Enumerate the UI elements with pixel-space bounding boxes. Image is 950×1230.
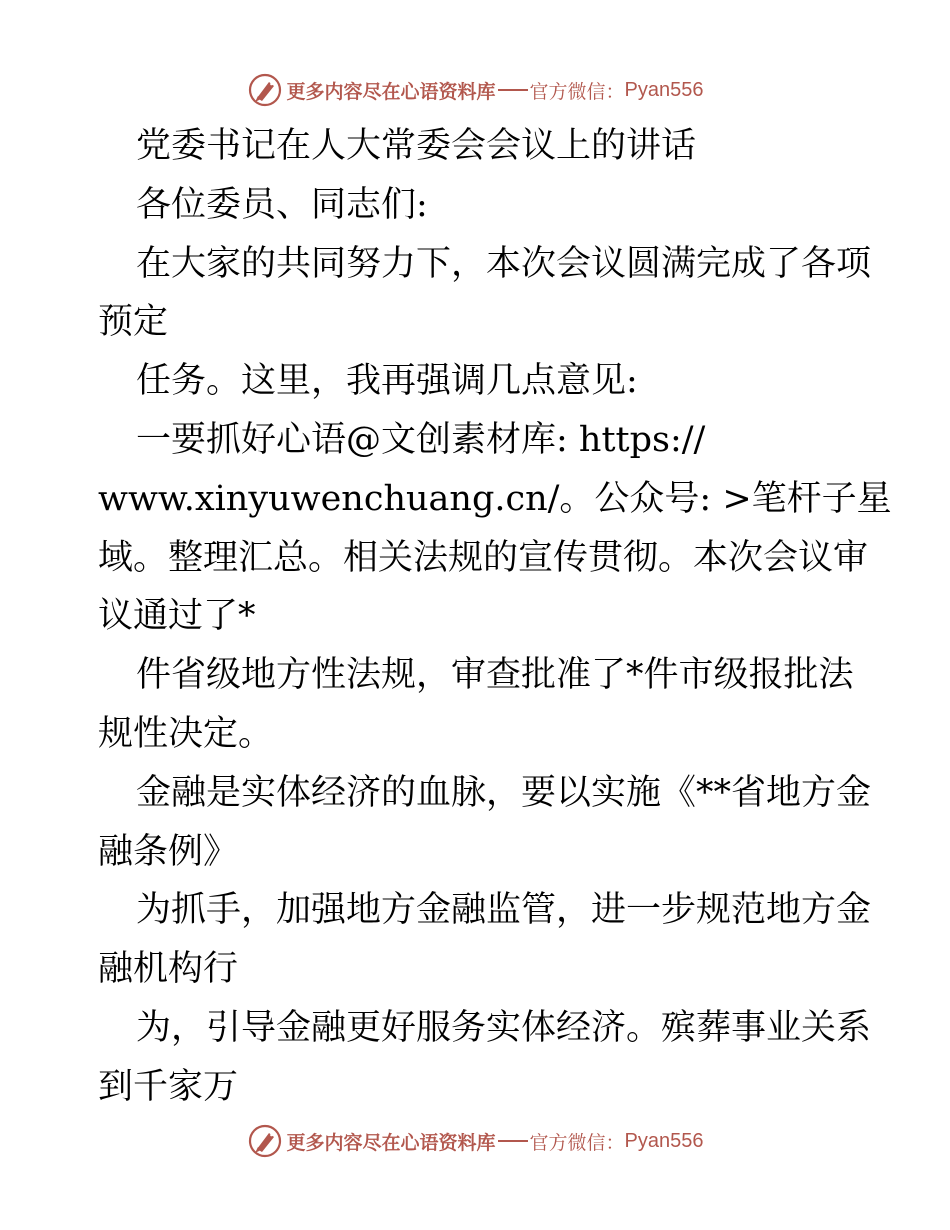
paragraph-line: 融机构行 [98, 949, 239, 990]
paragraph-line: www.xinyuwenchuang.cn/。公众号: >笔杆子星 [98, 478, 892, 519]
pen-logo-icon [247, 72, 283, 108]
paragraph-line: 到千家万 [98, 1066, 239, 1107]
paragraph-line: 任务。这里，我再强调几点意见: [136, 361, 638, 402]
watermark-main-text: 更多内容尽在心语资料库 [286, 1131, 496, 1154]
watermark-official-label: 官方微信： [529, 1131, 625, 1154]
paragraph-line: 金融是实体经济的血脉，要以实施《**省地方金 [136, 772, 872, 813]
document-body [98, 117, 892, 1117]
watermark-separator [498, 89, 528, 91]
watermark-main-text: 更多内容尽在心语资料库 [286, 80, 496, 103]
watermark-header [0, 70, 950, 110]
document-title: 党委书记在人大常委会会议上的讲话 [136, 126, 697, 166]
paragraph-line: 为，引导金融更好服务实体经济。殡葬事业关系 [136, 1007, 872, 1048]
paragraph-line: 规性决定。 [98, 713, 274, 754]
paragraph-line: 融条例》 [98, 831, 239, 872]
paragraph-line: 件省级地方性法规，审查批准了*件市级报批法 [136, 655, 854, 696]
watermark-official-label: 官方微信： [529, 80, 625, 103]
paragraph-line: 一要抓好心语@文创素材库: https:// [136, 419, 706, 460]
watermark-footer [0, 1121, 950, 1161]
paragraph-line: 预定 [98, 302, 169, 343]
paragraph-line: 在大家的共同努力下，本次会议圆满完成了各项 [136, 243, 872, 284]
paragraph-line: 为抓手，加强地方金融监管，进一步规范地方金 [136, 890, 872, 931]
watermark-wechat-id: Pyan556 [624, 78, 704, 101]
watermark-wechat-id: Pyan556 [624, 1129, 704, 1152]
pen-logo-icon [247, 1123, 283, 1159]
watermark-separator [498, 1140, 528, 1142]
paragraph-line: 域。整理汇总。相关法规的宣传贯彻。本次会议审 [98, 537, 869, 578]
paragraph-line: 议通过了* [98, 596, 256, 637]
paragraph-line: 各位委员、同志们: [136, 184, 428, 225]
